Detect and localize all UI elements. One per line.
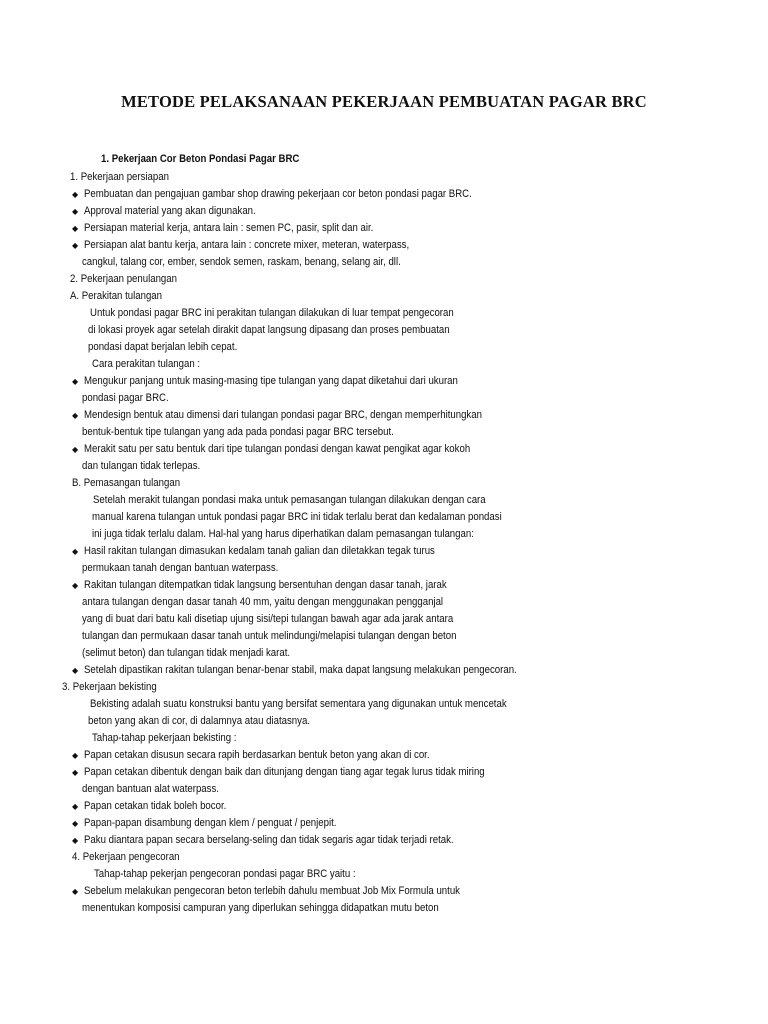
text-line: B. Pemasangan tulangan <box>72 477 181 489</box>
bullet-icon <box>72 817 78 831</box>
text-line: tulangan dan permukaan dasar tanah untuk melindungi/melapisi tulangan dengan beton <box>82 630 457 642</box>
text-line: yang di buat dari batu kali disetiap ujung sisi/tepi tulangan bawah agar ada jarak antara <box>82 613 454 625</box>
text-line: A. Perakitan tulangan <box>70 290 163 302</box>
bullet-item: Papan cetakan dibentuk dengan baik dan ditunjang dengan tiang agar tegak lurus tidak miring <box>84 766 485 778</box>
bullet-icon <box>72 579 78 593</box>
bullet-item: Sebelum melakukan pengecoran beton terlebih dahulu membuat Job Mix Formula untuk <box>84 885 460 897</box>
text-line: dan tulangan tidak terlepas. <box>82 460 201 472</box>
text-line: Untuk pondasi pagar BRC ini perakitan tulangan dilakukan di luar tempat pengecoran <box>90 307 454 319</box>
bullet-icon <box>72 800 78 814</box>
bullet-item: Approval material yang akan digunakan. <box>84 205 256 217</box>
bullet-icon <box>72 834 78 848</box>
text-line: antara tulangan dengan dasar tanah 40 mm, yaitu dengan menggunakan pengganjal <box>82 596 444 608</box>
text-line: dengan bantuan alat waterpass. <box>82 783 219 795</box>
bullet-item: Papan-papan disambung dengan klem / penguat / penjepit. <box>84 817 337 829</box>
text-line: menentukan komposisi campuran yang diperlukan sehingga didapatkan mutu beton <box>82 902 439 914</box>
bullet-icon <box>72 188 78 202</box>
bullet-item: Mengukur panjang untuk masing-masing tipe tulangan yang dapat diketahui dari ukuran <box>84 375 458 387</box>
bullet-item: Papan cetakan disusun secara rapih berdasarkan bentuk beton yang akan di cor. <box>84 749 430 761</box>
text-line: cangkul, talang cor, ember, sendok semen, raskam, benang, selang air, dll. <box>82 256 401 268</box>
bullet-item: Rakitan tulangan ditempatkan tidak langsung bersentuhan dengan dasar tanah, jarak <box>84 579 447 591</box>
text-line: beton yang akan di cor, di dalamnya atau diatasnya. <box>88 715 310 727</box>
text-line: pondasi dapat berjalan lebih cepat. <box>88 341 238 353</box>
bullet-item: Setelah dipastikan rakitan tulangan benar-benar stabil, maka dapat langsung melakukan pengecoran. <box>84 664 517 676</box>
bullet-item: Persiapan alat bantu kerja, antara lain : concrete mixer, meteran, waterpass, <box>84 239 410 251</box>
text-line: Setelah merakit tulangan pondasi maka untuk pemasangan tulangan dilakukan dengan cara <box>93 494 486 506</box>
bullet-item: Mendesign bentuk atau dimensi dari tulangan pondasi pagar BRC, dengan memperhitungkan <box>84 409 482 421</box>
text-line: bentuk-bentuk tipe tulangan yang ada pada pondasi pagar BRC tersebut. <box>82 426 394 438</box>
bullet-item: Pembuatan dan pengajuan gambar shop drawing pekerjaan cor beton pondasi pagar BRC. <box>84 188 472 200</box>
bullet-item: Hasil rakitan tulangan dimasukan kedalam tanah galian dan diletakkan tegak turus <box>84 545 435 557</box>
text-line: 2. Pekerjaan penulangan <box>70 273 178 285</box>
bullet-item: Persiapan material kerja, antara lain : semen PC, pasir, split dan air. <box>84 222 374 234</box>
text-line: Cara perakitan tulangan : <box>92 358 201 370</box>
text-line: 1. Pekerjaan persiapan <box>70 171 169 183</box>
text-line: 4. Pekerjaan pengecoran <box>72 851 180 863</box>
bullet-icon <box>72 545 78 559</box>
bullet-icon <box>72 443 78 457</box>
bullet-icon <box>72 222 78 236</box>
page-title: METODE PELAKSANAAN PEKERJAAN PEMBUATAN PAGAR BRC <box>121 92 647 111</box>
text-line: Tahap-tahap pekerjaan bekisting : <box>92 732 237 744</box>
bullet-item: Merakit satu per satu bentuk dari tipe tulangan pondasi dengan kawat pengikat agar kokoh <box>84 443 471 455</box>
text-line: di lokasi proyek agar setelah dirakit dapat langsung dipasang dan proses pembuatan <box>88 324 450 336</box>
section-heading: 1. Pekerjaan Cor Beton Pondasi Pagar BRC <box>101 153 300 165</box>
text-line: 3. Pekerjaan bekisting <box>62 681 157 693</box>
text-line: Tahap-tahap pekerjan pengecoran pondasi pagar BRC yaitu : <box>94 868 356 880</box>
text-line: ini juga tidak terlalu dalam. Hal-hal yang harus diperhatikan dalam pemasangan tulangan: <box>92 528 474 540</box>
bullet-icon <box>72 409 78 423</box>
bullet-icon <box>72 205 78 219</box>
text-line: Bekisting adalah suatu konstruksi bantu yang bersifat sementara yang digunakan untuk mencetak <box>90 698 507 710</box>
bullet-icon <box>72 664 78 678</box>
bullet-item: Papan cetakan tidak boleh bocor. <box>84 800 227 812</box>
text-line: (selimut beton) dan tulangan tidak menjadi karat. <box>82 647 291 659</box>
bullet-icon <box>72 885 78 899</box>
text-line: manual karena tulangan untuk pondasi pagar BRC ini tidak terlalu berat dan kedalaman pondasi <box>92 511 502 523</box>
bullet-icon <box>72 375 78 389</box>
bullet-icon <box>72 239 78 253</box>
text-line: pondasi pagar BRC. <box>82 392 169 404</box>
bullet-item: Paku diantara papan secara berselang-seling dan tidak segaris agar tidak terjadi retak. <box>84 834 454 846</box>
text-line: permukaan tanah dengan bantuan waterpass. <box>82 562 279 574</box>
bullet-icon <box>72 749 78 763</box>
bullet-icon <box>72 766 78 780</box>
